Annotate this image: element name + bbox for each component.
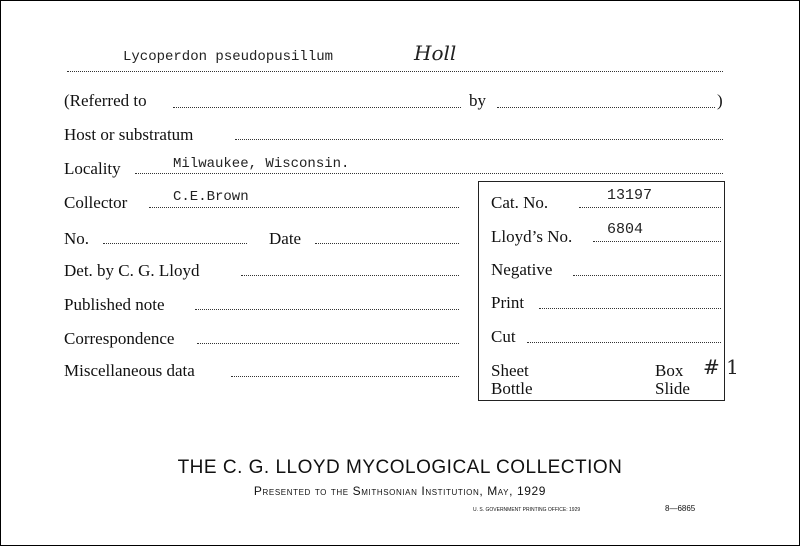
lloyd-line <box>593 241 721 242</box>
print-label: Print <box>491 293 525 312</box>
collection-title: THE C. G. LLOYD MYCOLOGICAL COLLECTION <box>177 457 623 478</box>
date-line <box>315 243 459 244</box>
correspondence-label: Correspondence <box>64 329 175 348</box>
misc-label: Miscellaneous data <box>64 361 195 380</box>
by-label: by <box>469 91 486 110</box>
collector-line <box>149 207 459 208</box>
misc-line <box>231 376 459 377</box>
box-label: Box <box>655 361 684 380</box>
cat-label: Cat. No. <box>491 193 549 212</box>
printing-office-note: U. S. GOVERNMENT PRINTING OFFICE: 1929 <box>473 507 581 513</box>
form-number: 8—6865 <box>665 504 696 513</box>
date-label: Date <box>269 229 302 248</box>
det-line <box>241 275 459 276</box>
lloyd-label: Lloyd’s No. <box>491 227 573 246</box>
cat-value: 13197 <box>607 187 653 204</box>
by-line <box>497 107 715 108</box>
published-line <box>195 309 459 310</box>
host-line <box>235 139 723 140</box>
author-handwritten: Holl <box>414 41 457 65</box>
no-line <box>103 243 247 244</box>
correspondence-line <box>197 343 459 344</box>
collector-label: Collector <box>64 193 128 212</box>
referred-to-label: (Referred to <box>64 91 147 110</box>
close-paren: ) <box>717 91 723 110</box>
cut-label: Cut <box>491 327 516 346</box>
referred-to-line <box>173 107 461 108</box>
sheet-label: Sheet <box>491 361 529 380</box>
print-line <box>539 308 721 309</box>
locality-label: Locality <box>64 159 121 178</box>
det-label: Det. by C. G. Lloyd <box>64 261 200 280</box>
species-name: Lycoperdon pseudopusillum <box>123 49 334 65</box>
collector-value: C.E.Brown <box>173 189 249 205</box>
host-label: Host or substratum <box>64 125 194 144</box>
published-label: Published note <box>64 295 165 314</box>
negative-label: Negative <box>491 260 553 279</box>
cut-line <box>527 342 721 343</box>
box-value: # 1 <box>703 355 739 379</box>
bottle-label: Bottle <box>491 379 533 398</box>
negative-line <box>573 275 721 276</box>
no-label: No. <box>64 229 90 248</box>
collection-subtitle: Presented to the Smithsonian Institution, May, 1929 <box>253 484 547 498</box>
slide-label: Slide <box>655 379 690 398</box>
cat-line <box>579 207 721 208</box>
locality-value: Milwaukee, Wisconsin. <box>173 156 350 172</box>
lloyd-value: 6804 <box>607 221 644 238</box>
species-line <box>67 71 723 72</box>
locality-line <box>135 173 723 174</box>
